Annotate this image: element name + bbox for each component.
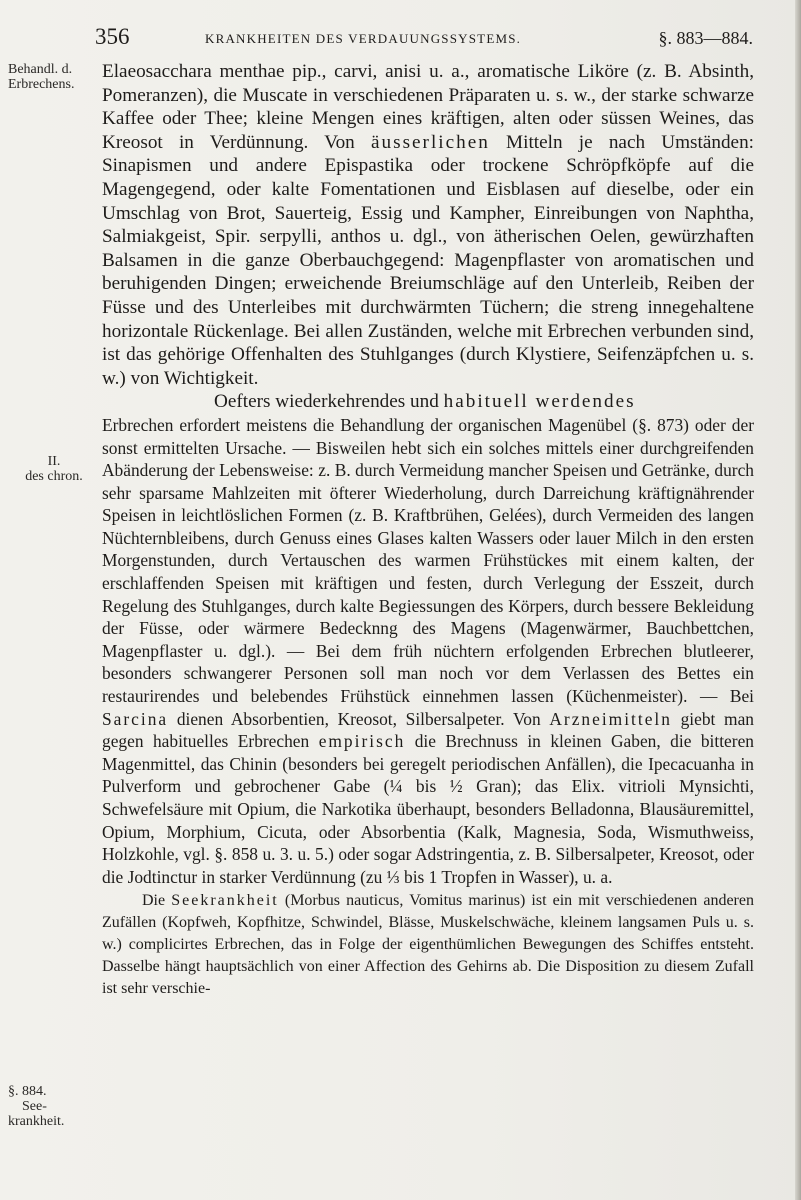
emphasis: habituell werdendes [443, 391, 636, 413]
margin-note-treatment [8, 62, 74, 92]
margin-note-line: des chron. [25, 469, 83, 484]
margin-note-line: II. [47, 454, 61, 469]
paragraph-3: Die Seekrankheit (Morbus nauticus, Vomitus marinus) ist ein mit verschiedenen anderen Zufällen (Kopfweh, Kopfhitze, Schwindel, Blässe, Muskelschwäche, kleinem langsamen Puls u. s. w.) complicirtes Erbrechen, das in Folge der eigenthümlichen Bewegungen des Schiffes entsteht. Dasselbe hängt hauptsächlich von einer Affection des Gehirns ab. Die Disposition zu diesem Zufall ist sehr verschie- [102, 892, 754, 997]
paragraph-1: Elaeosacchara menthae pip., carvi, anisi u. a., aromatische Liköre (z. B. Absinth, Pomeranzen), die Muscate in verschiedenen Präparaten u. s. w., der starke schwarze Kaffee oder Thee; kleine Mengen eines kräftigen, alten oder süssen Weines, das Kreosot in Verdünnung. Von äusserlichen Mitteln je nach Umständen: Sinapismen und andere Epispastika oder trockene Schröpfköpfe auf die Magengegend, oder kalte Fomentationen und Eisblasen auf dieselbe, oder ein Umschlag von Brot, Sauerteig, Essig und Kampher, Einreibungen von Naphtha, Salmiakgeist, Spir. serpylli, anthos u. dgl., von ätherischen Oelen, gewürzhaften Balsamen in die ganze Oberbauchgegend: Magenpflaster von aromatischen und beruhigenden Dingen; erweichende Breiumschläge auf den Unterleib, Reiben der Füsse und des Unterleibes mit durchwärmten Tüchern; die streng innegehaltene horizontale Rückenlage. Bei allen Zuständen, welche mit Erbrechen verbunden sind, ist das gehörige Offenhalten des Stuhlganges (durch Klystiere, Seifenzäpfchen u. s. w.) von Wichtigkeit. [102, 61, 754, 389]
page-number: 356 [95, 24, 130, 49]
emphasis: Sarcina [102, 708, 169, 729]
margin-note-seasickness [8, 1084, 64, 1129]
page-edge [795, 0, 801, 1200]
emphasis: Seekrankheit [171, 892, 279, 910]
margin-note-line: Erbrechens. [8, 77, 75, 92]
paragraph-2-body: Erbrechen erfordert meistens die Behandlung der organischen Magenübel (§. 873) oder der sonst ermittelten Ursache. — Bisweilen hebt sich ein solches mittels einer durchgreifenden Abänderung der Lebensweise: z. B. durch Vermeidung mancher Speisen und Getränke, durch sehr sparsame Mahlzeiten mit öfterer Wiederholung, durch Darreichung kräftignährender Speisen in leichtlöslichen Formen (z. B. Kraftbrühen, Gelées), durch Vermeiden des langen Nüchternbleibens, durch Genuss eines Glases kalten Wassers oder lauer Milch in den ersten Morgenstunden, durch Vertauschen des warmen Frühstückes mit einem kalten, der erschlaffenden Speisen mit kräftigen und festen, durch Verlegung der Esszeit, durch Regelung des Stuhlganges, durch kalte Begiessungen des Körpers, durch bessere Bekleidung der Füsse, oder wärmere Bedecknng des Magens (Magenwärmer, Bauchbettchen, Magenpflaster u. dgl.). — Bei dem früh nüchtern erfolgenden Erbrechen blutleerer, besonders schwangerer Personen soll man noch vor dem Verlassen des Bettes ein restaurirendes und belebendes Frühstück einnehmen lassen (Küchenmeister). — Bei Sarcina dienen Absorbentien, Kreosot, Silbersalpeter. Von Arzneimitteln giebt man gegen habituelles Erbrechen empirisch die Brechnuss in kleinen Gaben, die bitteren Magenmittel, das Chinin (besonders bei geregelt periodischen Anfällen), die Ipecacuanha in Pulverform und gebrochener Gabe (¼ bis ½ Gran); das Elix. vitrioli Mynsichti, Schwefelsäure mit Opium, die Narkotika überhaupt, besonders Belladonna, Blausäuremittel, Opium, Morphium, Cicuta, oder Absorbentia (Kalk, Magnesia, Soda, Wismuthweiss, Holzkohle, vgl. §. 858 u. 3. u. 5.) oder sogar Adstringentia, z. B. Silbersalpeter, Kreosot, oder die Jodtinctur in starker Verdünnung (zu ⅓ bis 1 Tropfen in Wasser), u. a. [102, 414, 754, 887]
margin-note-line: Behandl. d. [8, 62, 73, 77]
margin-note-chronic [14, 454, 94, 484]
running-head: KRANKHEITEN DES VERDAUUNGSSYSTEMS. [205, 31, 522, 46]
body-text [102, 60, 754, 999]
margin-note-line: krankheit. [8, 1114, 65, 1129]
emphasis: empirisch [318, 731, 406, 752]
margin-note-line: See- [22, 1099, 47, 1114]
emphasis: äusserlichen [371, 131, 490, 153]
section-reference: §. 883—884. [658, 28, 753, 48]
paragraph-2: Oefters wiederkehrendes und habituell werdendes [214, 391, 636, 413]
page-header [95, 24, 753, 54]
emphasis: Arzneimitteln [549, 708, 672, 729]
margin-note-line: §. 884. [8, 1084, 47, 1099]
